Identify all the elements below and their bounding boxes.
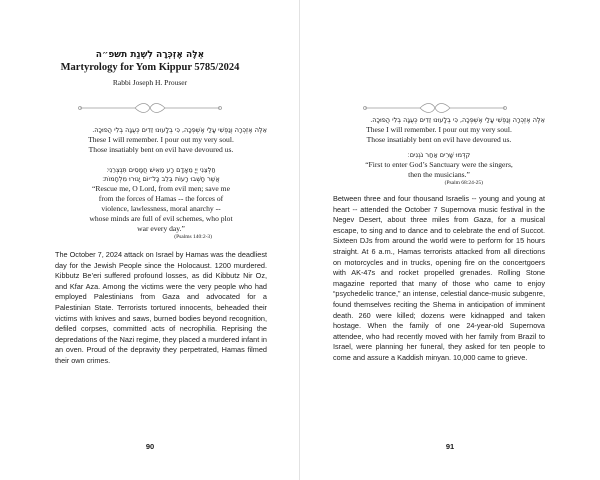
verse-line: Those insatiably bent on evil have devoured us. (366, 135, 512, 144)
author-name: Rabbi Joseph H. Prouser (112, 78, 188, 87)
verse-hebrew: קִדְּמוּ שָׁרִים אַחַר נֹגְנִים׃ (407, 151, 471, 159)
body-text-part: Between three and four thousand Israelis -- young and young at heart -- attended the October 7 Supernova music festival in the Negev Desert, about three miles from (333, 194, 545, 225)
verse-line: whose minds are full of evil schemes, who plot (89, 214, 233, 223)
body-text-part: , for a musical escape, to sing and to dance and to celebrate the end of Succot. Sixteen DJs from around the world were to perform for 15 hours straight. At 6 a.m., Hamas terrorists attacked from all directions on motorcycles and in trucks, opening fire on the concertgoers with AK-47s and rocket propelled grenades. Rolling Stone magazine reported that many of those who came to enjoy “psychedelic trance,” an intense, celestial dance-music subgenre, found themselves reciting the Shema in anticipation of imminent death. 260 were killed; dozens were kidnapped and taken hostage. When the family of one 24-year-old Supernova attendee, who had recently moved with her family from Brazil to Israel, were planning her funeral, they asked for ten people to come and assure a Kaddish minyan. 10,000 came to grieve. (333, 215, 545, 362)
verse-line: “First to enter God’s Sanctuary were the singers, (365, 160, 513, 169)
body-text: The October 7, 2024 attack on Israel by Hamas was the deadliest day for the Jewish People since the Holocaust. 1200 murdered. Kibbutz Be’eri suffered profound losses, as did Kibbutz Nir Oz, and Kfar Aza. Among the victims were the very people who had employed Palestinians from Gaza and advocated for a Palestinian State. Terrorists tortured innocents, beheaded their victims with knives and saws, burned bodies beyond recognition, defiled corpses, committed acts of necrophilia. Reprising the depredations of the Nazi regime, they placed a murdered infant in an oven. Proud of the depravity they perpetrated, Hamas filmed their own crimes. (55, 250, 267, 365)
opening-verse (55, 126, 267, 155)
opening-verse (333, 116, 545, 145)
verse-line: then the musicians.” (408, 170, 470, 179)
psalm-verse (55, 166, 267, 241)
page-title: Martyrology for Yom Kippur 5785/2024 (60, 62, 240, 73)
page-number: 90 (145, 442, 155, 451)
page-number: 91 (445, 442, 455, 451)
verse-line: “Rescue me, O Lord, from evil men; save me (92, 184, 230, 193)
body-paragraph (333, 194, 545, 364)
psalm-verse (333, 151, 545, 187)
verse-line: These I will remember. I pour out my very soul. (88, 135, 234, 144)
body-text (333, 194, 545, 364)
verse-line: Those insatiably bent on evil have devoured us. (88, 145, 234, 154)
verse-hebrew: חַלְּצֵנִי יְיָ מֵאָדָם רָע מֵאִישׁ חֲמָסִים תִּנְצְרֵנִי׃ (106, 166, 216, 174)
verse-hebrew: אֵלֶּה אֶזְכְּרָה וְנַפְשִׁי עָלַי אֶשְׁפְּכָה, כִּי בְלָעוּנוּ זֵדִים כְּעֻגָה בְלִי הֲפוּכָה. (92, 126, 267, 134)
verse-line: violence, lawlessness, moral anarchy -- (101, 204, 221, 213)
title-hebrew: אֵלֶּה אֶזְכְּרָה לִשְׁנַת תשפ״ה (95, 50, 205, 60)
verse-line: from the forces of Hamas -- the forces of (98, 194, 224, 203)
verse-hebrew: אֲשֶׁר חָשְׁבוּ רָעוֹת בְּלֵב כָּל־יוֹם יָגוּרוּ מִלְחָמוֹת׃ (102, 175, 220, 183)
verse-line: These I will remember. I pour out my very soul. (366, 125, 512, 134)
body-text-italic: Gaza (473, 215, 491, 225)
verse-line: war every day.” (137, 224, 185, 233)
scroll-ornament-icon (75, 101, 225, 115)
scroll-ornament-icon (360, 101, 510, 115)
verse-hebrew: אֵלֶּה אֶזְכְּרָה וְנַפְשִׁי עָלַי אֶשְׁפְּכָה, כִּי בְלָעוּנוּ זֵדִים כְּעֻגָה בְלִי הֲפוּכָה. (370, 116, 545, 124)
verse-citation: (Psalm 68:24-25) (444, 180, 483, 186)
verse-citation: (Psalms 140:2-3) (174, 234, 212, 240)
body-paragraph (55, 250, 267, 367)
